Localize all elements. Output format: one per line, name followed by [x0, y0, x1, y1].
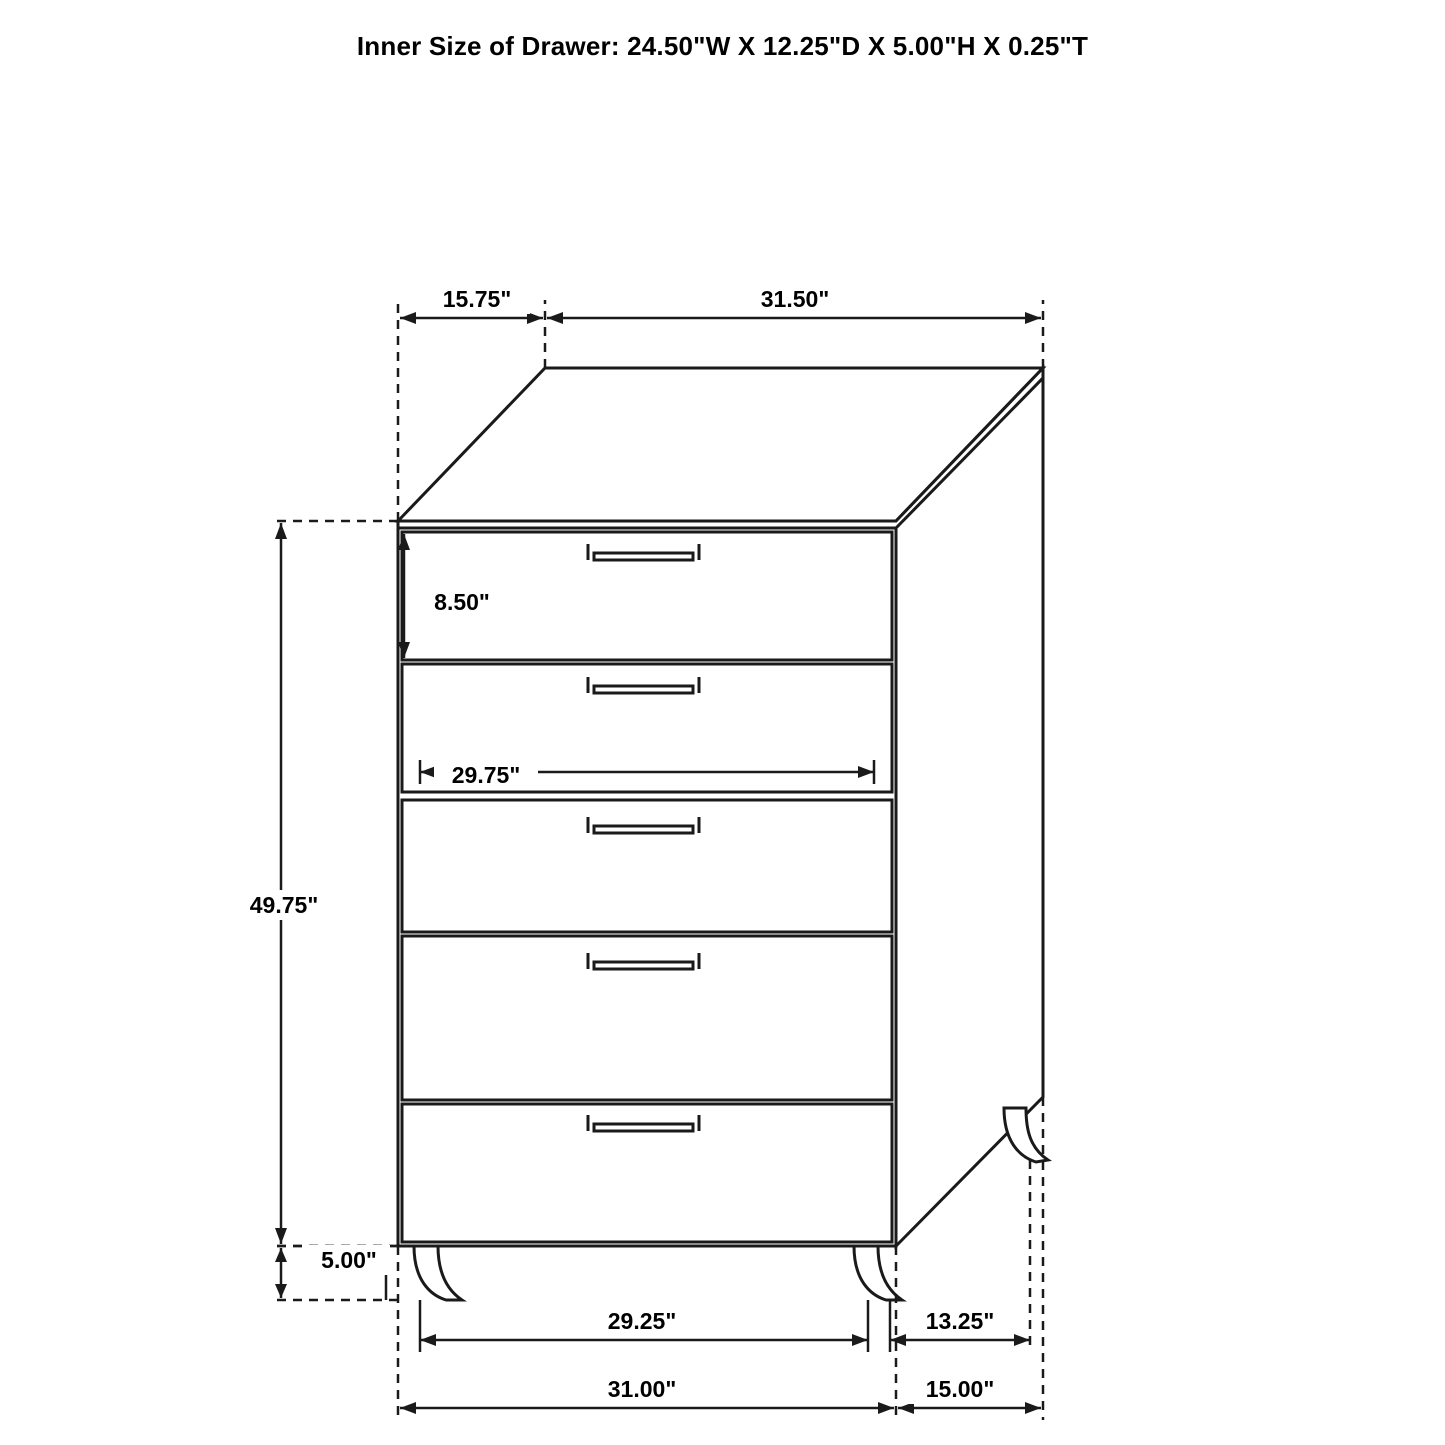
page-title: Inner Size of Drawer: 24.50"W X 12.25"D X 5.00"H X 0.25"T	[356, 31, 1089, 61]
label-base-front-width: 29.25"	[607, 1308, 677, 1334]
drawer-fronts	[402, 532, 892, 1242]
drawer-front-3[interactable]	[402, 800, 892, 932]
label-total-height: 49.75"	[249, 892, 319, 918]
label-leg-height: 5.00"	[321, 1247, 377, 1273]
label-drawer-front-width: 29.75"	[451, 762, 521, 788]
label-overall-width: 31.00"	[607, 1376, 677, 1402]
label-drawer-front-height: 8.50"	[434, 589, 490, 615]
label-depth-top: 15.75"	[442, 286, 512, 312]
leg-back-right	[1004, 1108, 1048, 1162]
label-width-top: 31.50"	[760, 286, 830, 312]
leg-front-left	[414, 1246, 462, 1300]
label-overall-depth: 15.00"	[925, 1376, 995, 1402]
label-base-side-depth: 13.25"	[925, 1308, 995, 1334]
